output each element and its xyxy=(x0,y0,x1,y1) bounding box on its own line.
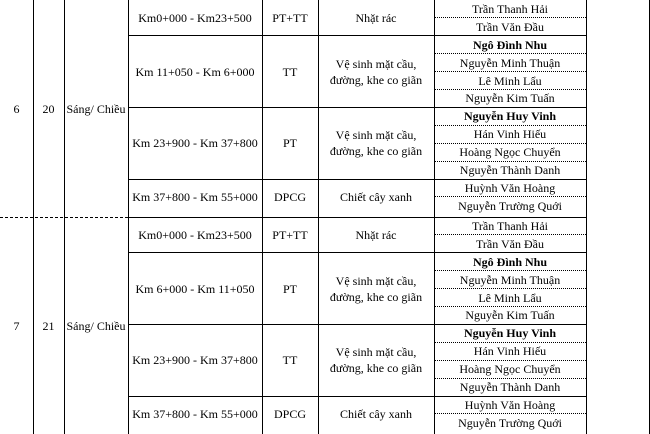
route-cell: Km 11+050 - Km 6+000 xyxy=(135,64,255,79)
row-divider xyxy=(434,360,586,361)
table-border xyxy=(128,35,586,36)
route-cell: Km0+000 - Km23+500 xyxy=(138,227,252,242)
team-cell: TT xyxy=(282,353,298,368)
table-border xyxy=(128,324,586,325)
task-cell: Chiết cây xanh xyxy=(340,406,412,421)
task-cell: Nhặt rác xyxy=(355,10,397,25)
day-cell: 20 xyxy=(42,101,55,116)
row-divider xyxy=(434,413,586,414)
staff-name: Hoàng Ngọc Chuyển xyxy=(459,145,561,160)
team-cell: PT+TT xyxy=(272,227,308,242)
team-cell: PT xyxy=(282,136,297,151)
staff-name: Nguyễn Minh Thuận xyxy=(459,272,561,287)
row-number: 7 xyxy=(13,318,20,333)
row-divider xyxy=(434,196,586,197)
table-border xyxy=(128,396,586,397)
staff-name: Trần Thanh Hải xyxy=(472,218,548,233)
row-divider xyxy=(434,89,586,90)
team-cell: PT+TT xyxy=(272,10,308,25)
staff-name: Nguyễn Thành Danh xyxy=(459,163,561,178)
staff-name: Nguyễn Trường Quới xyxy=(458,415,562,430)
task-cell: Vệ sinh mặt cầu, đường, khe co giãn xyxy=(329,273,423,304)
row-divider xyxy=(434,288,586,289)
route-cell: Km 23+900 - Km 37+800 xyxy=(132,353,258,368)
route-cell: Km 37+800 - Km 55+000 xyxy=(132,189,258,204)
task-cell: Chiết cây xanh xyxy=(340,189,412,204)
route-cell: Km0+000 - Km23+500 xyxy=(138,10,252,25)
staff-name: Nguyễn Huy Vinh xyxy=(463,326,557,341)
staff-name: Trần Văn Đầu xyxy=(476,19,544,34)
shift-cell: Sáng/ Chiều xyxy=(66,318,126,333)
row-divider xyxy=(434,143,586,144)
team-cell: TT xyxy=(282,64,298,79)
team-cell: PT xyxy=(282,281,297,296)
staff-name: Lê Minh Lẩu xyxy=(478,73,542,88)
staff-name: Trần Văn Đầu xyxy=(476,236,544,251)
task-cell: Vệ sinh mặt cầu, đường, khe co giãn xyxy=(329,128,423,159)
row-divider xyxy=(434,378,586,379)
staff-name: Nguyễn Kim Tuấn xyxy=(465,308,555,323)
table-border xyxy=(649,0,650,434)
task-cell: Vệ sinh mặt cầu, đường, khe co giãn xyxy=(329,345,423,376)
route-cell: Km 6+000 - Km 11+050 xyxy=(135,281,255,296)
staff-name: Nguyễn Trường Quới xyxy=(458,198,562,213)
row-divider xyxy=(434,17,586,18)
team-cell: DPCG xyxy=(273,406,306,421)
staff-name: Nguyễn Huy Vinh xyxy=(463,109,557,124)
table-border xyxy=(128,179,586,180)
row-divider xyxy=(434,125,586,126)
task-cell: Vệ sinh mặt cầu, đường, khe co giãn xyxy=(329,56,423,87)
staff-name: Nguyễn Kim Tuấn xyxy=(465,91,555,106)
row-divider xyxy=(434,161,586,162)
row-divider xyxy=(434,342,586,343)
row-number: 6 xyxy=(13,101,20,116)
team-cell: DPCG xyxy=(273,189,306,204)
staff-name: Nguyễn Thành Danh xyxy=(459,380,561,395)
route-cell: Km 23+900 - Km 37+800 xyxy=(132,136,258,151)
row-divider xyxy=(434,234,586,235)
shift-cell: Sáng/ Chiều xyxy=(66,101,126,116)
row-divider xyxy=(434,306,586,307)
staff-name: Hoàng Ngọc Chuyển xyxy=(459,362,561,377)
staff-name: Trần Thanh Hải xyxy=(472,1,548,16)
staff-name: Nguyễn Minh Thuận xyxy=(459,55,561,70)
staff-name: Lê Minh Lẩu xyxy=(478,290,542,305)
task-cell: Nhặt rác xyxy=(355,227,397,242)
route-cell: Km 37+800 - Km 55+000 xyxy=(132,406,258,421)
table-border xyxy=(128,252,586,253)
table-border xyxy=(128,107,586,108)
staff-name: Huỳnh Văn Hoàng xyxy=(464,180,556,195)
day-cell: 21 xyxy=(42,318,55,333)
staff-name: Hán Vinh Hiếu xyxy=(473,344,547,359)
staff-name: Ngô Đình Nhu xyxy=(472,254,548,269)
staff-name: Ngô Đình Nhu xyxy=(472,37,548,52)
row-divider xyxy=(434,71,586,72)
row-divider xyxy=(434,53,586,54)
staff-name: Hán Vinh Hiếu xyxy=(473,127,547,142)
row-divider xyxy=(434,270,586,271)
staff-name: Huỳnh Văn Hoàng xyxy=(464,397,556,412)
